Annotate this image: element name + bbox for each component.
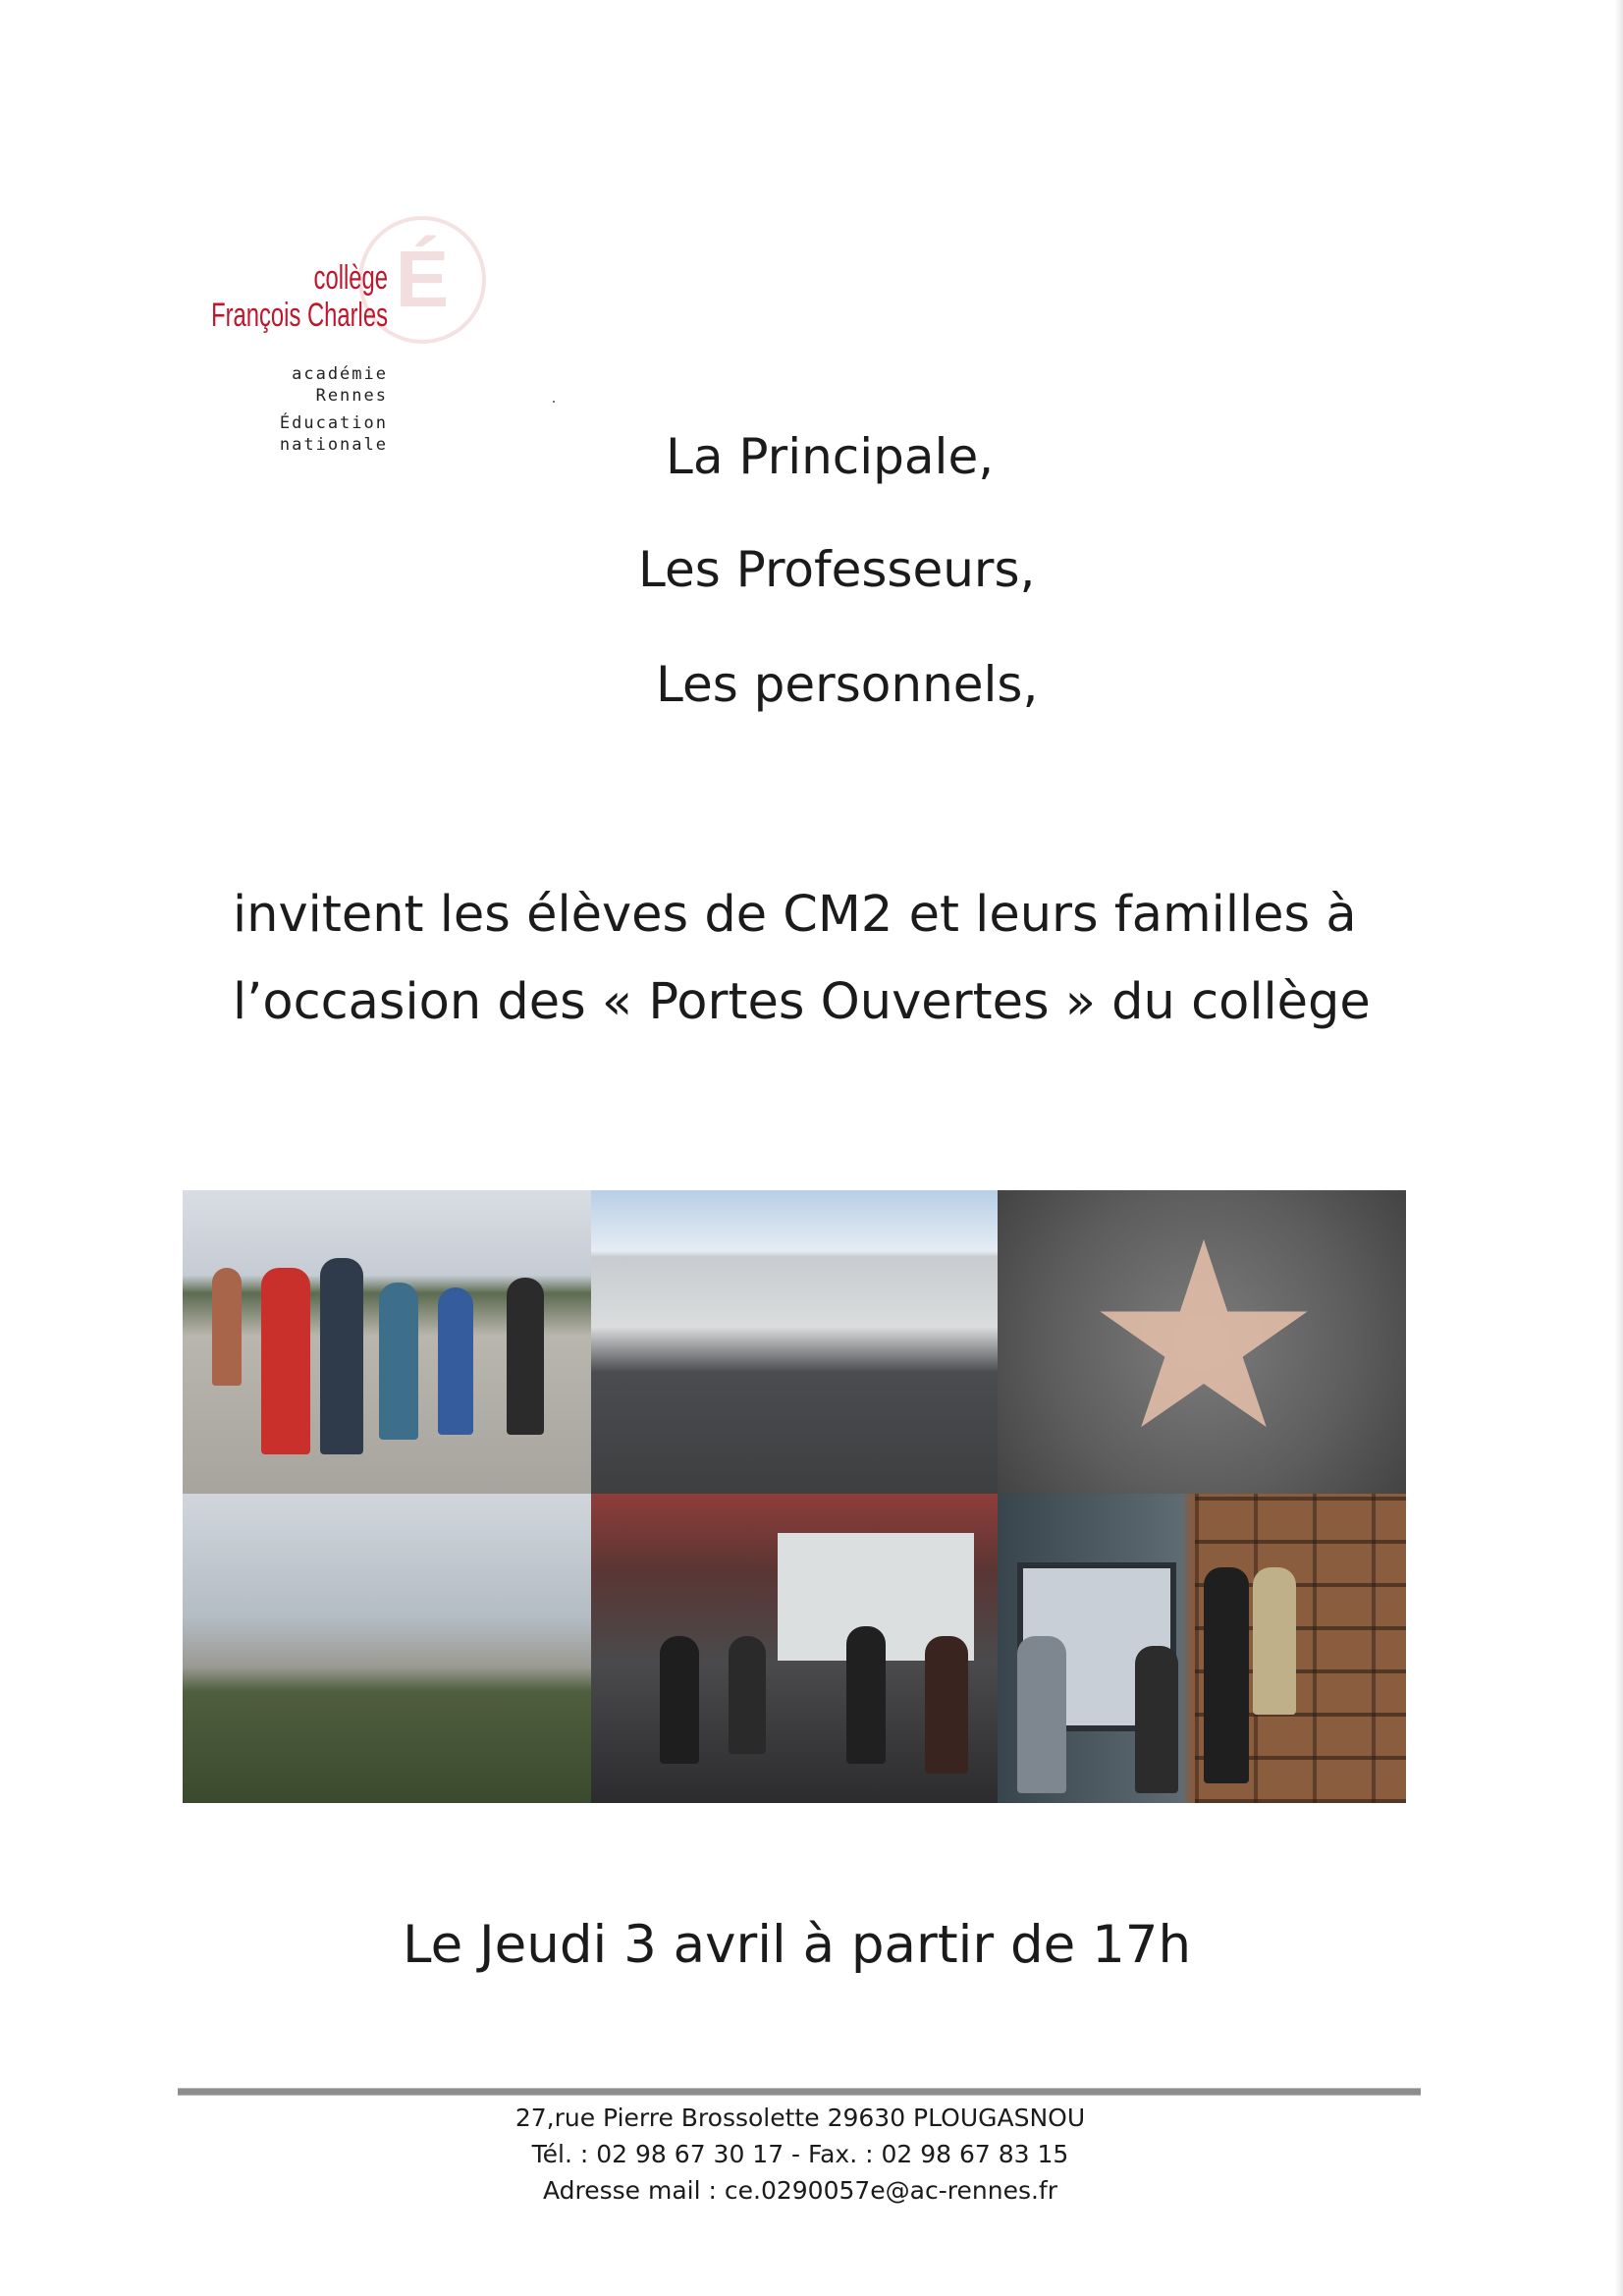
invitation-line-1: invitent les élèves de CM2 et leurs familles à (233, 886, 1357, 944)
photo-hands-star (998, 1190, 1406, 1494)
academy-name: académie Rennes Éducation nationale (279, 364, 388, 455)
scan-speck (553, 401, 555, 403)
photo-covered-yard (591, 1494, 998, 1803)
photo-students-stone-wall (998, 1494, 1406, 1803)
photo-collage (183, 1190, 1406, 1803)
header-line-principal: La Principale, (666, 428, 995, 485)
header-line-teachers: Les Professeurs, (638, 541, 1036, 598)
footer-divider (178, 2088, 1421, 2096)
education-emblem-icon: É (358, 216, 486, 344)
photo-school-building (591, 1190, 998, 1494)
photo-hands-hearts (183, 1494, 591, 1803)
photo-students-courtyard (183, 1190, 591, 1494)
header-line-staff: Les personnels, (656, 656, 1039, 713)
footer-phone: Tél. : 02 98 67 30 17 - Fax. : 02 98 67 83 15 (531, 2140, 1069, 2168)
page-edge-shadow (1615, 0, 1623, 2296)
school-logo (211, 235, 466, 481)
footer-email: Adresse mail : ce.0290057e@ac-rennes.fr (542, 2176, 1057, 2205)
event-date: Le Jeudi 3 avril à partir de 17h (403, 1915, 1192, 1975)
footer-address: 27,rue Pierre Brossolette 29630 PLOUGASNOU (514, 2104, 1086, 2132)
school-name: collège François Charles (211, 259, 388, 334)
invitation-line-2: l’occasion des « Portes Ouvertes » du collège (233, 973, 1371, 1031)
